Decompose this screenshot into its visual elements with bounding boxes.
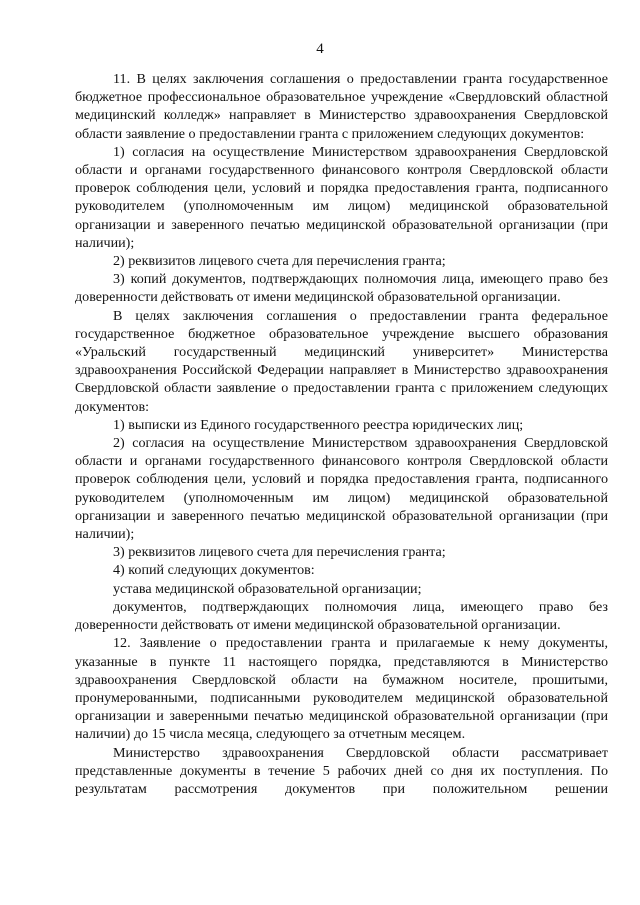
- paragraph-11-intro: 11. В целях заключения соглашения о предоставлении гранта государственное бюджетное профессиональное образовательное учреждение «Свердловский областной медицинский колледж» направляет в Министерство здравоохранения Свердловской области заявление о предоставлении гранта с приложением следующих документов:: [75, 71, 608, 142]
- paragraph-item-account-details-university: 3) реквизитов лицевого счета для перечисления гранта;: [113, 544, 446, 561]
- paragraph-university-intro: В целях заключения соглашения о предоставлении гранта федеральное государственное бюджетное образовательное учреждение высшего образования «Уральский государственный медицинский университет» Министерства здравоохранения Российской Федерации направляет в Министерство здравоохранения Свердловской области заявление о предоставлении гранта с приложением следующих документов:: [75, 307, 608, 415]
- paragraph-item-registry-extract: 1) выписки из Единого государственного реестра юридических лиц;: [113, 416, 524, 433]
- paragraph-item-document-copies: 4) копий следующих документов:: [113, 562, 315, 579]
- page-number: 4: [316, 41, 324, 57]
- paragraph-item-authority-copies: 3) копий документов, подтверждающих полномочия лица, имеющего право без доверенности действовать от имени медицинской образовательной организации.: [75, 271, 608, 306]
- paragraph-item-authority-documents: документов, подтверждающих полномочия лица, имеющего право без доверенности действовать от имени медицинской образовательной организации.: [75, 598, 608, 634]
- paragraph-review: Министерство здравоохранения Свердловской области рассматривает представленные документы в течение 5 рабочих дней со дня их поступления. По результатам рассмотрения документов при положительном решении: [75, 744, 608, 797]
- paragraph-item-charter: устава медицинской образовательной организации;: [113, 580, 422, 597]
- paragraph-item-consent: 1) согласия на осуществление Министерством здравоохранения Свердловской области и органами государственного финансового контроля Свердловской области проверок соблюдения цели, условий и порядка предоставления гранта, подписанного руководителем (уполномоченным им лицом) медицинской образовательной организации и заверенного печатью медицинской образовательной организации (при наличии);: [75, 143, 608, 251]
- paragraph-item-account-details: 2) реквизитов лицевого счета для перечисления гранта;: [113, 253, 446, 270]
- paragraph-item-consent-university: 2) согласия на осуществление Министерством здравоохранения Свердловской области и органами государственного финансового контроля Свердловской области проверок соблюдения цели, условий и порядка предоставления гранта, подписанного руководителем (уполномоченным им лицом) медицинской образовательной организации и заверенного печатью медицинской образовательной организации (при наличии);: [75, 435, 608, 543]
- paragraph-12-submission: 12. Заявление о предоставлении гранта и прилагаемые к нему документы, указанные в пункте 11 настоящего порядка, представляются в Министерство здравоохранения Свердловской области на бумажном носителе, прошитыми, пронумерованными, подписанными руководителем медицинской образовательной организации и заверенными печатью медицинской образовательной организации (при наличии) до 15 числа месяца, следующего за отчетным месяцем.: [75, 635, 608, 743]
- document-body: [75, 70, 608, 798]
